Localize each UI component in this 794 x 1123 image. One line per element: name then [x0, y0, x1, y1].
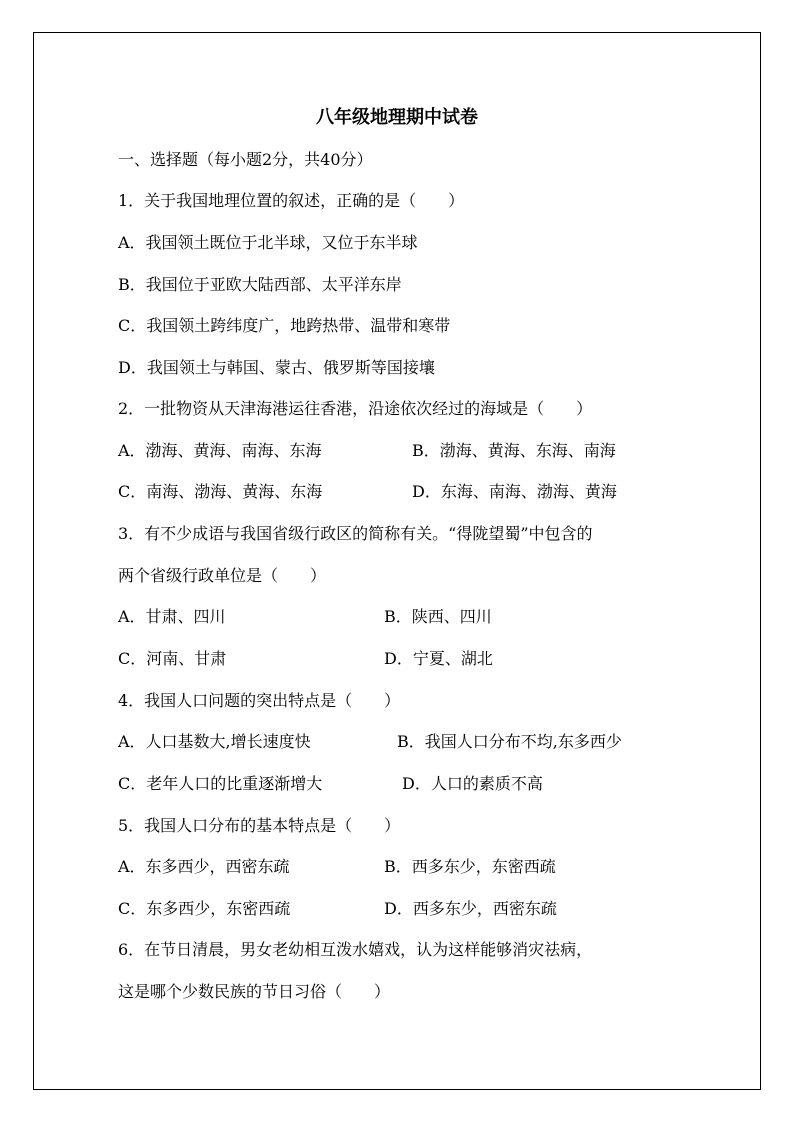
question-3-stem-line-1: 3．有不少成语与我国省级行政区的简称有关。“得陇望蜀”中包含的	[118, 524, 593, 543]
question-3-option-a: A．甘肃、四川	[118, 607, 226, 626]
question-6-stem-line-2: 这是哪个少数民族的节日习俗（ ）	[118, 982, 391, 1001]
question-2-option-b: B．渤海、黄海、东海、南海	[412, 441, 616, 460]
question-4-option-d: D．人口的素质不高	[402, 774, 543, 793]
question-5-option-a: A．东多西少，西密东疏	[118, 857, 290, 876]
question-5-option-d: D．西多东少，西密东疏	[384, 899, 557, 918]
question-1-option-b: B．我国位于亚欧大陆西部、太平洋东岸	[118, 275, 402, 294]
question-2-option-d: D．东海、南海、渤海、黄海	[412, 482, 617, 501]
question-4-stem: 4．我国人口问题的突出特点是（ ）	[118, 691, 401, 710]
question-4-option-b: B．我国人口分布不均,东多西少	[397, 732, 622, 751]
question-2-option-a: A．渤海、黄海、南海、东海	[118, 441, 322, 460]
question-1-stem: 1．关于我国地理位置的叙述，正确的是（ ）	[118, 191, 465, 210]
question-4-option-a: A．人口基数大,增长速度快	[118, 732, 311, 751]
question-2-option-c: C．南海、渤海、黄海、东海	[118, 482, 323, 501]
question-6-stem-line-1: 6．在节日清晨，男女老幼相互泼水嬉戏，认为这样能够消灾祛病，	[118, 940, 593, 959]
question-3-option-b: B．陕西、四川	[384, 607, 492, 626]
question-5-option-c: C．东多西少，东密西疏	[118, 899, 291, 918]
question-1-option-c: C．我国领土跨纬度广，地跨热带、温带和寒带	[118, 316, 451, 335]
question-4-option-c: C．老年人口的比重逐渐增大	[118, 774, 323, 793]
question-3-option-d: D．宁夏、湖北	[384, 649, 493, 668]
question-3-stem-line-2: 两个省级行政单位是（ ）	[118, 566, 327, 585]
question-1-option-d: D．我国领土与韩国、蒙古、俄罗斯等国接壤	[118, 358, 435, 377]
question-3-option-c: C．河南、甘肃	[118, 649, 227, 668]
question-1-option-a: A．我国领土既位于北半球，又位于东半球	[118, 233, 418, 252]
question-5-option-b: B．西多东少，东密西疏	[384, 857, 556, 876]
exam-title: 八年级地理期中试卷	[316, 107, 478, 128]
question-2-stem: 2．一批物资从天津海港运往香港，沿途依次经过的海域是（ ）	[118, 399, 593, 418]
question-5-stem: 5．我国人口分布的基本特点是（ ）	[118, 816, 401, 835]
section-heading: 一、选择题（每小题2分，共40分）	[118, 150, 373, 169]
